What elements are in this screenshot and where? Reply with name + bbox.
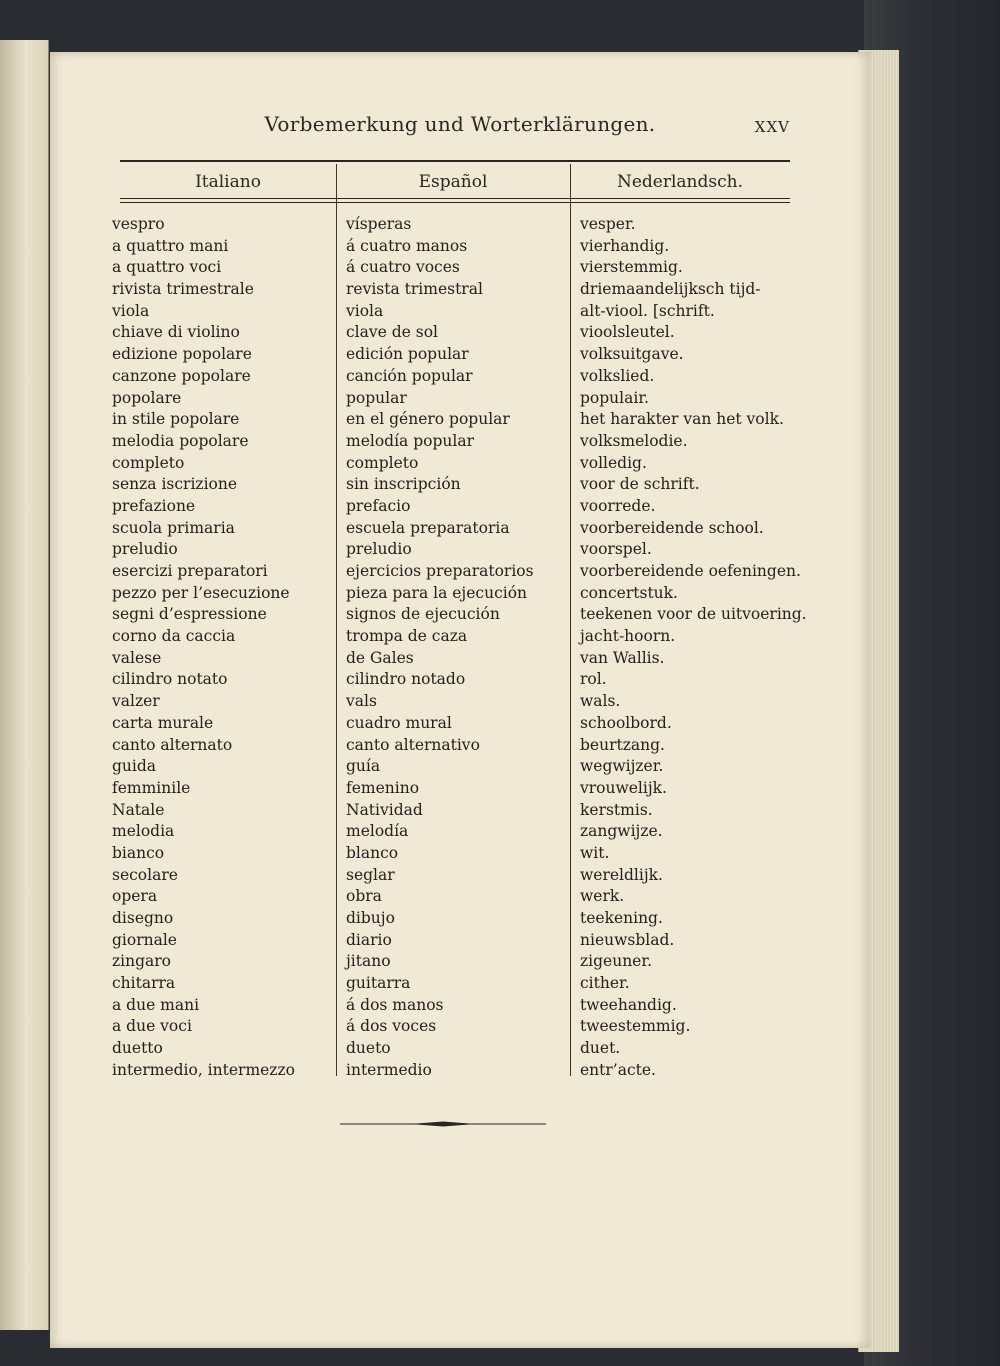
table-cell: escuela preparatoria [346,518,510,537]
table-cell: voorspel. [580,540,652,559]
table-cell: senza iscrizione [112,475,238,494]
table-cell: completo [346,453,419,472]
page-number: XXV [754,118,790,136]
table-cell: het harakter van het volk. [580,410,784,429]
table-cell: opera [112,887,158,906]
table-cell: guida [112,757,157,776]
table-cell: volkslied. [580,366,655,385]
table-cell: a quattro mani [112,236,229,255]
table-cell: chitarra [112,974,176,993]
table-cell: melodia popolare [112,431,249,450]
table-cell: alt-viool. [schrift. [580,301,715,320]
table-cell: canto alternativo [346,735,480,754]
table-cell: dueto [346,1039,391,1058]
table-cell: schoolbord. [580,713,672,732]
table-cell: á cuatro manos [346,236,468,255]
table-cell: á dos voces [346,1017,437,1036]
column-header-nederlandsch: Nederlandsch. [616,172,743,192]
table-cell: voor de schrift. [580,475,700,494]
table-cell: pezzo per l’esecuzione [112,583,290,602]
table-cell: signos de ejecución [346,605,500,624]
table-cell: beurtzang. [580,735,665,754]
column-divider [570,164,571,1076]
table-cell: jacht-hoorn. [580,627,676,646]
column-header-espanol: Español [418,172,488,192]
table-cell: secolare [112,865,178,884]
table-cell: á cuatro voces [346,258,460,277]
table-cell: clave de sol [346,323,439,342]
table-cell: disegno [112,909,174,927]
header-rule [120,198,790,199]
table-cell: giornale [112,930,177,949]
table-cell: zigeuner. [580,952,652,971]
table-cell: vesper. [580,215,636,233]
table-cell: sin inscripción [346,475,461,494]
table-cell: intermedio, intermezzo [112,1060,295,1079]
table-cell: teekening. [580,909,663,927]
table-cell: rivista trimestrale [112,280,254,299]
table-cell: entr’acte. [580,1060,656,1079]
table-cell: Natale [112,800,165,819]
table-top-rule [120,160,790,162]
header-rule-double [120,202,790,203]
table-cell: concertstuk. [580,583,678,602]
table-cell: cuadro mural [346,713,452,732]
column-italiano [112,214,332,1082]
table-cell: van Wallis. [580,648,665,667]
table-cell: a due voci [112,1017,192,1036]
table-cell: corno da caccia [112,627,236,646]
table-cell: femminile [112,778,191,797]
table-cell: a quattro voci [112,258,222,277]
table-cell: volledig. [580,453,647,472]
table-cell: volksmelodie. [580,431,688,450]
table-cell: en el género popular [346,410,510,429]
table-cell: volksuitgave. [580,345,684,364]
table-cell: zangwijze. [580,822,663,841]
table-cell: cilindro notato [112,670,228,689]
end-ornament [340,1120,546,1128]
table-cell: prefazione [112,496,196,515]
table-cell: kerstmis. [580,800,653,819]
table-cell: blanco [346,843,399,862]
table-cell: wegwijzer. [580,757,664,776]
table-cell: chiave di violino [112,323,240,342]
table-cell: vespro [112,215,165,233]
table-cell: melodia [112,822,175,841]
table-cell: teekenen voor de uitvoering. [580,605,807,624]
table-cell: viola [346,301,384,320]
table-cell: melodía popular [346,431,474,450]
table-cell: melodía [346,822,409,841]
table-cell: jitano [346,952,391,971]
table-cell: voorrede. [580,496,656,515]
table-cell: nieuwsblad. [580,930,675,949]
running-title: Vorbemerkung und Worterklärungen. [264,112,656,136]
table-cell: duetto [112,1039,163,1058]
table-cell: completo [112,453,185,472]
table-cell: zingaro [112,952,172,971]
table-cell: femenino [346,778,420,797]
table-cell: trompa de caza [346,627,468,646]
table-cell: populair. [580,388,649,407]
table-cell: a due mani [112,995,200,1014]
previous-page-edge [0,40,49,1330]
table-cell: esercizi preparatori [112,562,268,580]
table-cell: valzer [112,692,160,711]
table-cell: prefacio [346,496,411,515]
table-cell: viola [112,301,150,320]
table-cell: werk. [580,887,625,906]
table-cell: vierhandig. [580,236,670,255]
table-cell: preludio [112,540,178,559]
table-cell: wit. [580,843,610,862]
table-cell: rol. [580,670,607,689]
table-cell: edición popular [346,345,469,364]
table-cell: scuola primaria [112,518,235,537]
table-cell: preludio [346,540,412,559]
table-cell: canzone popolare [112,366,251,385]
table-cell: wereldlijk. [580,865,663,884]
table-cell: popular [346,388,407,407]
table-cell: obra [346,887,382,906]
table-cell: Natividad [346,800,423,819]
table-cell: segni d’espressione [112,605,267,624]
table-cell: bianco [112,843,165,862]
table-cell: tweehandig. [580,995,677,1014]
column-header-italiano: Italiano [195,172,261,192]
table-cell: popolare [112,388,182,407]
table-cell: vals [346,692,377,711]
table-cell: valese [112,648,162,667]
table-cell: cilindro notado [346,670,466,689]
table-cell: carta murale [112,713,214,732]
table-cell: in stile popolare [112,410,240,429]
table-cell: dibujo [346,909,395,927]
table-cell: driemaandelijksch tijd- [580,280,761,299]
column-divider [336,164,337,1076]
table-cell: ejercicios preparatorios [346,562,534,580]
table-cell: revista trimestral [346,280,483,299]
table-cell: vísperas [346,215,412,233]
table-cell: wals. [580,692,621,711]
vocabulary-table [112,160,807,1079]
table-cell: intermedio [346,1060,432,1079]
table-cell: seglar [346,865,395,884]
table-cell: vierstemmig. [580,258,683,277]
table-cell: tweestemmig. [580,1017,691,1036]
book-page [50,52,870,1348]
table-cell: edizione popolare [112,345,252,364]
table-cell: guía [346,757,381,776]
table-cell: á dos manos [346,995,444,1014]
table-cell: canción popular [346,366,473,385]
table-cell: de Gales [346,648,414,667]
table-cell: duet. [580,1039,621,1058]
table-cell: voorbereidende oefeningen. [580,562,801,580]
table-cell: voorbereidende school. [580,518,764,537]
table-cell: diario [346,930,392,949]
table-cell: cither. [580,974,630,993]
table-cell: canto alternato [112,735,233,754]
column-espanol [346,214,566,1082]
table-cell: vrouwelijk. [580,778,667,797]
table-cell: guitarra [346,974,411,993]
table-cell: pieza para la ejecución [346,583,528,602]
column-nederlandsch [580,214,807,1082]
table-cell: vioolsleutel. [580,323,675,342]
